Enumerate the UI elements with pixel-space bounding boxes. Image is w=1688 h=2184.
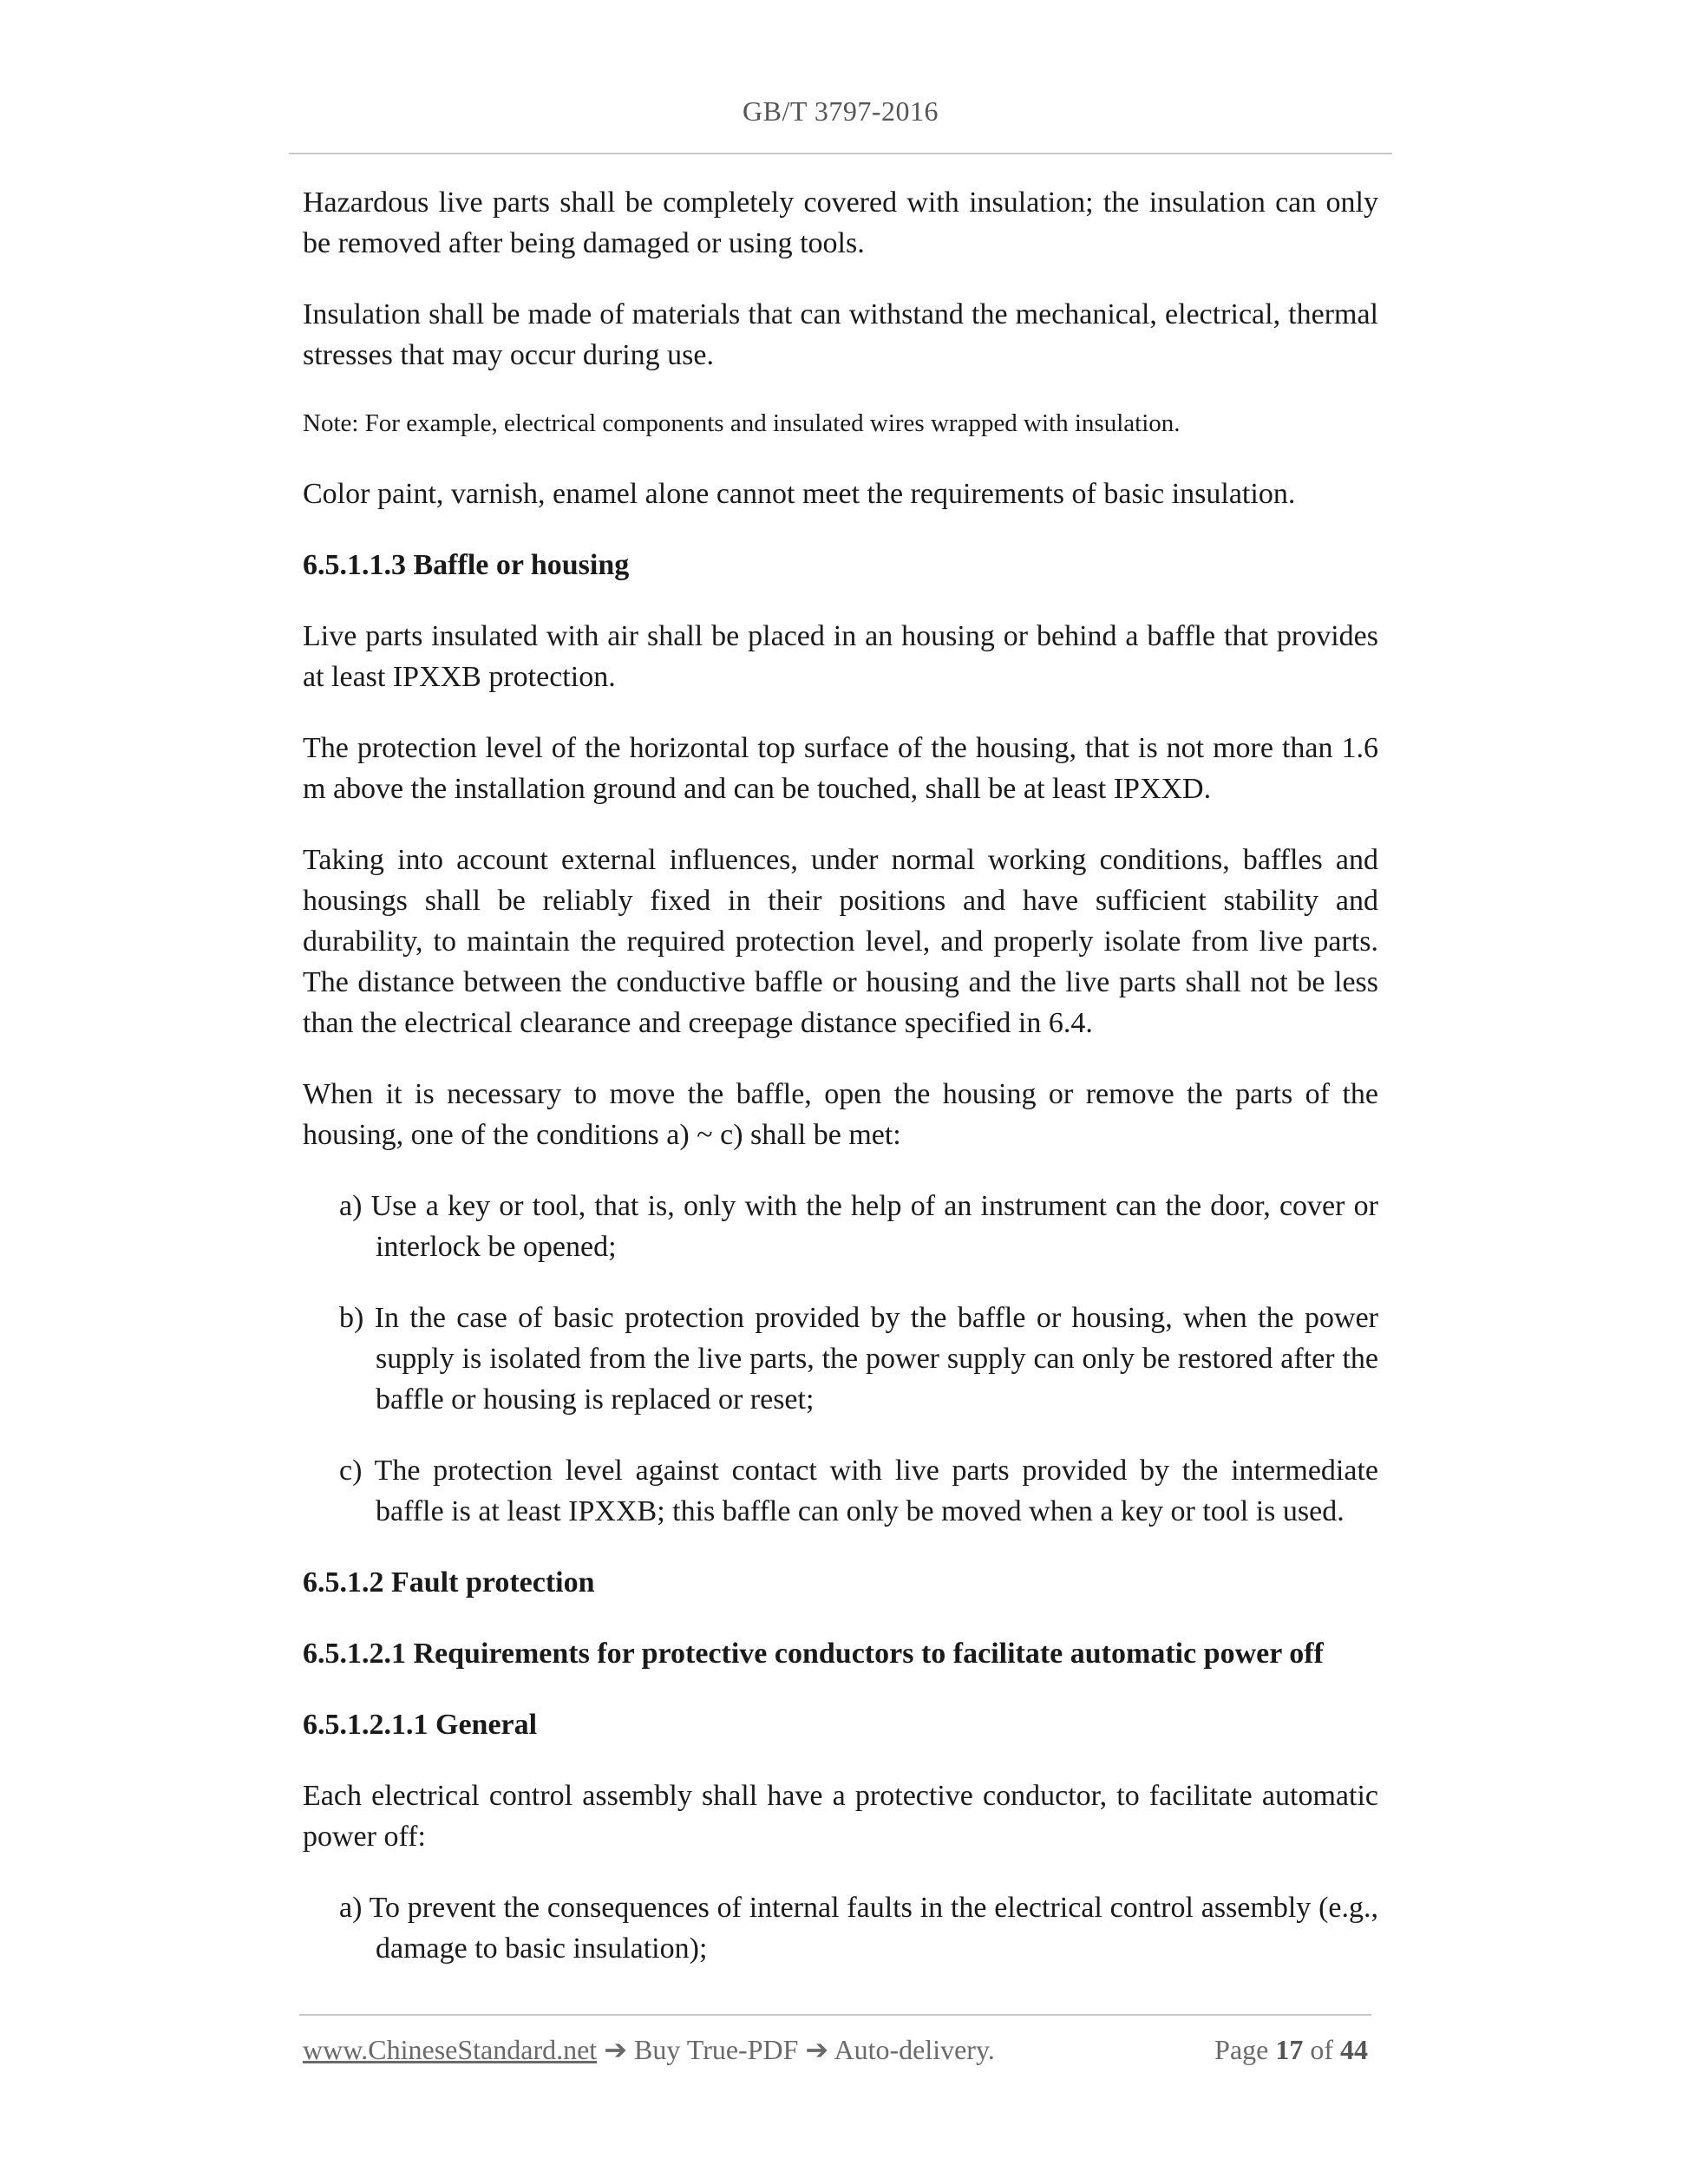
list-item: a) Use a key or tool, that is, only with the help of an instrument can the door, cover or interlock be opened; bbox=[339, 1190, 1378, 1263]
list-item: b) In the case of basic protection provided by the baffle or housing, when the power supply is isolated from the live parts, the power supply can only be restored after the baffle or housing is replaced or reset; bbox=[339, 1302, 1378, 1416]
paragraph: Color paint, varnish, enamel alone cannot meet the requirements of basic insulation. bbox=[303, 478, 1296, 510]
paragraph: Each electrical control assembly shall have a protective conductor, to facilitate automatic power off: bbox=[303, 1780, 1378, 1853]
footer-promo bbox=[303, 2031, 995, 2068]
section-heading: 6.5.1.2.1.1 General bbox=[303, 1709, 538, 1741]
paragraph: Taking into account external influences, under normal working conditions, baffles and housings shall be reliably fixed in their positions and have sufficient stability and durability, to maintain the required protection level, and properly isolate from live parts. The distance between the conductive baffle or housing and the live parts shall not be less than the electrical clearance and creepage distance specified in 6.4. bbox=[303, 844, 1378, 1039]
paragraph: Hazardous live parts shall be completely covered with insulation; the insulation can only be removed after being damaged or using tools. bbox=[303, 186, 1378, 259]
page-header: GB/T 3797-2016 bbox=[743, 95, 939, 127]
header-divider bbox=[289, 153, 1392, 154]
list-item: c) The protection level against contact with live parts provided by the intermediate baffle is at least IPXXB; this baffle can only be moved when a key or tool is used. bbox=[339, 1455, 1378, 1527]
page-current: 17 bbox=[1275, 2034, 1304, 2065]
section-heading: 6.5.1.1.3 Baffle or housing bbox=[303, 549, 630, 581]
website-link[interactable]: www.ChineseStandard.net bbox=[303, 2034, 598, 2065]
paragraph: Insulation shall be made of materials that can withstand the mechanical, electrical, thermal stresses that may occur during use. bbox=[303, 298, 1378, 371]
section-heading: 6.5.1.2 Fault protection bbox=[303, 1566, 595, 1599]
footer-divider bbox=[299, 2014, 1371, 2016]
document-body bbox=[303, 182, 1378, 1999]
arrow-right-icon: ➔ bbox=[604, 2034, 627, 2065]
list-item: a) To prevent the consequences of internal faults in the electrical control assembly (e.g., damage to basic insulation); bbox=[339, 1892, 1378, 1965]
of-label: of bbox=[1310, 2034, 1333, 2065]
paragraph: The protection level of the horizontal top surface of the housing, that is not more than 1.6 m above the installation ground and can be touched, shall be at least IPXXD. bbox=[303, 732, 1378, 805]
paragraph: When it is necessary to move the baffle, open the housing or remove the parts of the housing, one of the conditions a) ~ c) shall be met: bbox=[303, 1078, 1378, 1151]
page-counter bbox=[1214, 2031, 1368, 2068]
buy-text: Buy True-PDF bbox=[634, 2034, 799, 2065]
section-heading: 6.5.1.2.1 Requirements for protective conductors to facilitate automatic power off bbox=[303, 1638, 1324, 1670]
paragraph: Live parts insulated with air shall be placed in an housing or behind a baffle that provides at least IPXXB protection. bbox=[303, 620, 1378, 693]
page-total: 44 bbox=[1340, 2034, 1368, 2065]
arrow-right-icon: ➔ bbox=[805, 2034, 829, 2065]
page-label: Page bbox=[1214, 2034, 1269, 2065]
note: Note: For example, electrical components and insulated wires wrapped with insulation. bbox=[303, 409, 1181, 437]
delivery-text: Auto-delivery. bbox=[834, 2034, 995, 2065]
